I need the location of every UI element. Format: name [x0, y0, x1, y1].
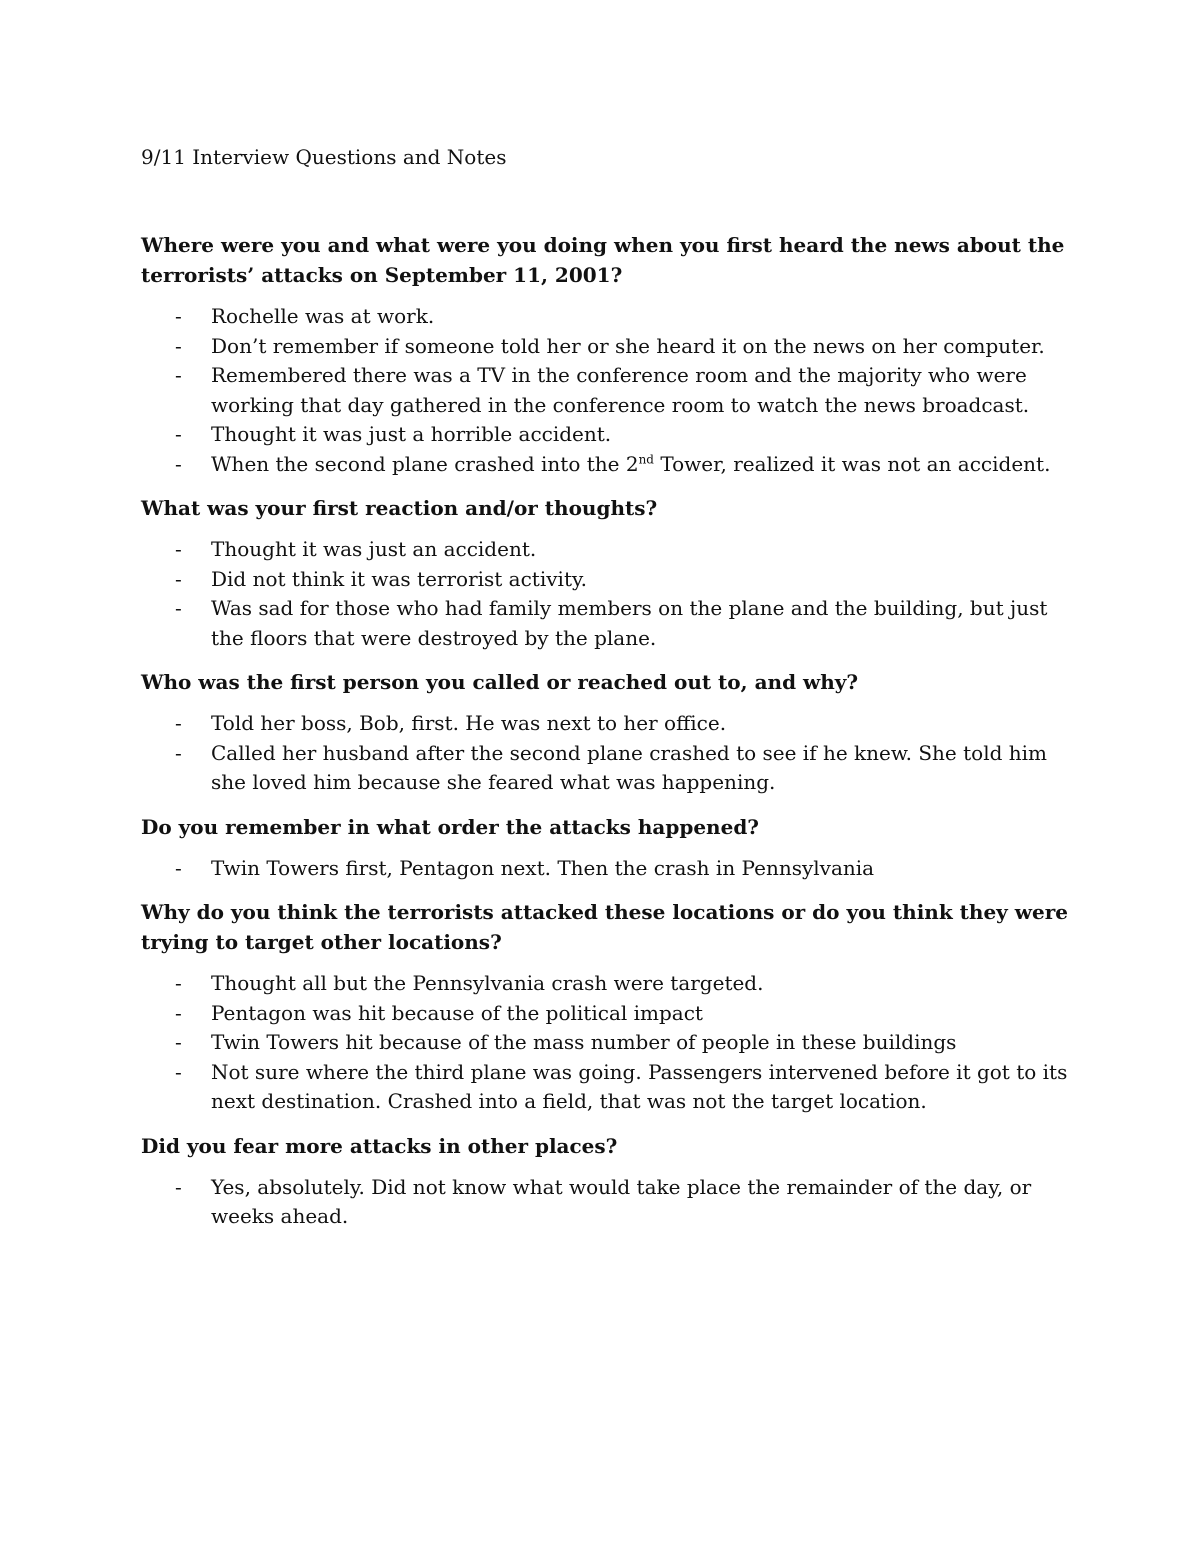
bullet-dash: -	[175, 855, 182, 880]
answer-list-4	[141, 854, 1071, 884]
answer-text: Pentagon was hit because of the political impact	[211, 1000, 703, 1025]
answer-text: Twin Towers first, Pentagon next. Then the crash in Pennsylvania	[211, 855, 875, 880]
answer-1-3	[141, 361, 1071, 420]
qa-section-5	[141, 897, 1071, 1117]
answer-5-4	[141, 1058, 1071, 1117]
bullet-dash: -	[175, 1000, 182, 1025]
answer-2-3	[141, 594, 1071, 653]
bullet-dash: -	[175, 363, 182, 387]
answer-1-1	[141, 302, 1071, 332]
answer-1-4	[141, 420, 1071, 450]
answer-text: Called her husband after the second plane crashed to see if he knew. She told him she loved him because she feared what was happening.	[211, 740, 1047, 794]
document-title: 9/11 Interview Questions and Notes	[141, 145, 507, 169]
answer-text: Did not think it was terrorist activity.	[211, 566, 587, 591]
bullet-dash: -	[175, 537, 182, 561]
qa-section-6	[141, 1131, 1071, 1232]
qa-section-3	[141, 667, 1071, 798]
bullet-dash: -	[175, 333, 182, 358]
answer-list-6	[141, 1173, 1071, 1232]
question-5: Why do you think the terrorists attacked these locations or do you think they were trying to target other locations?	[141, 900, 1068, 954]
answer-list-2	[141, 535, 1071, 653]
answer-text: Thought it was just an accident.	[211, 537, 537, 561]
answer-2-2	[141, 565, 1071, 595]
answer-text: Don’t remember if someone told her or she heard it on the news on her computer.	[211, 333, 1045, 358]
bullet-dash: -	[175, 596, 182, 620]
document-content	[141, 142, 1071, 1246]
answer-text-after: Tower, realized it was not an accident.	[654, 451, 1051, 476]
answer-text: Was sad for those who had family members on the plane and the building, but just the floors that were destroyed by the plane.	[211, 596, 1048, 650]
qa-section-1	[141, 230, 1071, 479]
answer-6-1	[141, 1173, 1071, 1232]
question-6: Did you fear more attacks in other places?	[141, 1133, 618, 1158]
question-1: Where were you and what were you doing when you first heard the news about the terrorists’ attacks on September 11, 2001?	[141, 233, 1065, 287]
answer-text-before: When the second plane crashed into the 2	[211, 451, 639, 476]
answer-3-2	[141, 739, 1071, 798]
answer-text: Not sure where the third plane was going. Passengers intervened before it got to its next destination. Crashed into a field, that was not the target location.	[211, 1059, 1068, 1113]
answer-5-3	[141, 1028, 1071, 1058]
bullet-dash: -	[175, 1030, 182, 1054]
answer-text: Thought all but the Pennsylvania crash were targeted.	[211, 971, 764, 995]
answer-text: Rochelle was at work.	[211, 304, 435, 328]
answer-text: Remembered there was a TV in the conference room and the majority who were working that day gathered in the conference room to watch the news broadcast.	[211, 363, 1030, 417]
answer-list-3	[141, 709, 1071, 798]
answer-5-1	[141, 969, 1071, 999]
bullet-dash: -	[175, 740, 182, 765]
bullet-dash: -	[175, 1174, 182, 1199]
answer-text: Told her boss, Bob, first. He was next to her office.	[211, 711, 727, 735]
answer-1-2	[141, 332, 1071, 362]
answer-5-2	[141, 999, 1071, 1029]
ordinal-suffix: nd	[638, 451, 654, 466]
answer-4-1	[141, 854, 1071, 884]
qa-section-4	[141, 812, 1071, 884]
bullet-dash: -	[175, 1059, 182, 1084]
answer-3-1	[141, 709, 1071, 739]
answer-2-1	[141, 535, 1071, 565]
bullet-dash: -	[175, 422, 182, 446]
bullet-dash: -	[175, 451, 182, 476]
bullet-dash: -	[175, 971, 182, 995]
question-2: What was your first reaction and/or thoughts?	[141, 496, 658, 520]
answer-text: Yes, absolutely. Did not know what would take place the remainder of the day, or weeks ahead.	[211, 1174, 1032, 1228]
answer-list-1	[141, 302, 1071, 479]
question-3: Who was the first person you called or reached out to, and why?	[141, 670, 859, 694]
bullet-dash: -	[175, 711, 182, 735]
bullet-dash: -	[175, 566, 182, 591]
answer-list-5	[141, 969, 1071, 1117]
question-4: Do you remember in what order the attacks happened?	[141, 814, 760, 839]
answer-text: Twin Towers hit because of the mass number of people in these buildings	[211, 1030, 957, 1054]
answer-text: Thought it was just a horrible accident.	[211, 422, 612, 446]
bullet-dash: -	[175, 304, 182, 328]
qa-section-2	[141, 493, 1071, 653]
answer-1-5	[141, 450, 1071, 480]
